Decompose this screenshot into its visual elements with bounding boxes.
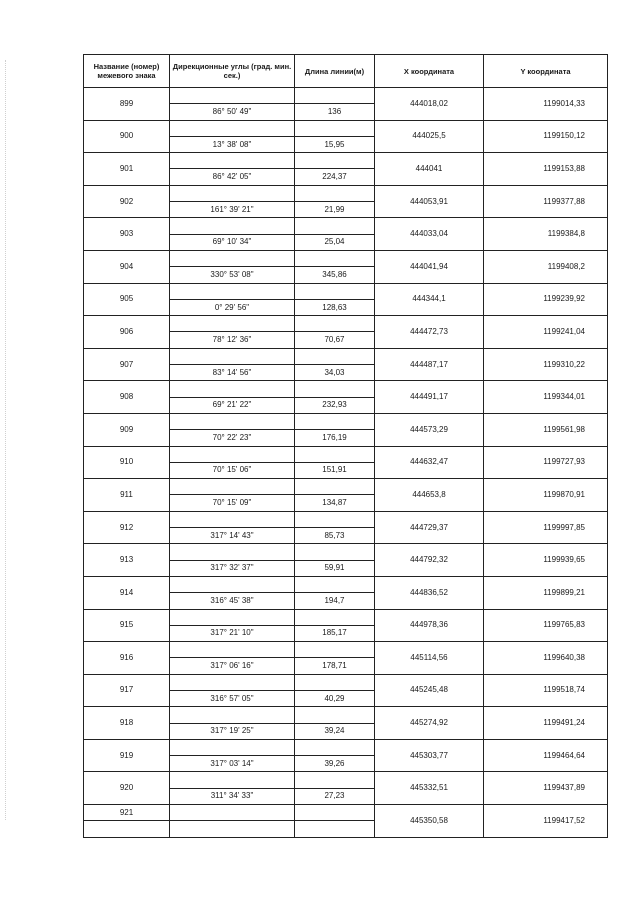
length-cell-empty: [295, 739, 375, 755]
table-row: [84, 739, 608, 755]
direction-angle: 330° 53' 08": [170, 267, 295, 283]
mark-number: 910: [84, 446, 170, 479]
angle-cell-empty: [170, 772, 295, 788]
angle-cell-empty: [170, 316, 295, 332]
direction-angle: 317° 14' 43": [170, 528, 295, 544]
length-cell-empty: [295, 707, 375, 723]
table-row: [84, 772, 608, 788]
x-coordinate: 444836,52: [375, 576, 484, 609]
mark-number: 920: [84, 772, 170, 805]
line-length: 59,91: [295, 560, 375, 576]
table-row: [84, 250, 608, 266]
angle-cell-empty: [170, 674, 295, 690]
direction-angle: 317° 19' 25": [170, 723, 295, 739]
line-length: 21,99: [295, 202, 375, 218]
line-length: 224,37: [295, 169, 375, 185]
length-cell-empty: [295, 609, 375, 625]
direction-angle: 69° 21' 22": [170, 397, 295, 413]
table-row: [84, 88, 608, 104]
angle-cell-empty: [170, 185, 295, 201]
mark-number: 907: [84, 348, 170, 381]
mark-number: 903: [84, 218, 170, 251]
line-length: 178,71: [295, 658, 375, 674]
mark-number: 916: [84, 642, 170, 675]
x-coordinate: 445114,56: [375, 642, 484, 675]
table-row: [84, 609, 608, 625]
table-row: [84, 805, 608, 821]
x-coordinate: 444053,91: [375, 185, 484, 218]
y-coordinate: 1199899,21: [484, 576, 608, 609]
direction-angle: 70° 15' 06": [170, 462, 295, 478]
mark-number: 902: [84, 185, 170, 218]
line-length: 194,7: [295, 593, 375, 609]
length-cell-empty: [295, 348, 375, 364]
direction-angle: 316° 57' 05": [170, 690, 295, 706]
length-cell-empty: [295, 642, 375, 658]
mark-number: 914: [84, 576, 170, 609]
direction-angle: 70° 22' 23": [170, 430, 295, 446]
table-row: [84, 283, 608, 299]
angle-cell-empty: [170, 120, 295, 136]
y-coordinate: 1199437,89: [484, 772, 608, 805]
y-coordinate: 1199765,83: [484, 609, 608, 642]
angle-cell-empty: [170, 218, 295, 234]
x-coordinate: 444018,02: [375, 88, 484, 121]
length-cell-empty: [295, 283, 375, 299]
y-coordinate: 1199561,98: [484, 413, 608, 446]
y-coordinate: 1199150,12: [484, 120, 608, 153]
table-row: [84, 446, 608, 462]
y-coordinate: 1199014,33: [484, 88, 608, 121]
y-coordinate: 1199310,22: [484, 348, 608, 381]
length-cell-empty: [295, 153, 375, 169]
x-coordinate: 445350,58: [375, 805, 484, 838]
x-coordinate: 444487,17: [375, 348, 484, 381]
table-row: [84, 642, 608, 658]
table-row: [84, 479, 608, 495]
mark-number: 905: [84, 283, 170, 316]
line-length: 136: [295, 104, 375, 120]
line-length: 185,17: [295, 625, 375, 641]
x-coordinate: 445245,48: [375, 674, 484, 707]
mark-number: 909: [84, 413, 170, 446]
table-row: [84, 218, 608, 234]
angle-cell-empty: [170, 479, 295, 495]
y-coordinate: 1199239,92: [484, 283, 608, 316]
y-coordinate: 1199377,88: [484, 185, 608, 218]
y-coordinate: 1199153,88: [484, 153, 608, 186]
mark-number: 912: [84, 511, 170, 544]
angle-cell-empty: [170, 413, 295, 429]
angle-cell-empty: [170, 283, 295, 299]
line-length: 151,91: [295, 462, 375, 478]
length-cell-empty: [295, 218, 375, 234]
direction-angle: 317° 21' 10": [170, 625, 295, 641]
mark-number: 921: [84, 805, 170, 821]
length-cell-empty: [295, 772, 375, 788]
x-coordinate: 444978,36: [375, 609, 484, 642]
table-row: [84, 381, 608, 397]
table-row: [84, 544, 608, 560]
y-coordinate: 1199727,93: [484, 446, 608, 479]
angle-cell-empty: [170, 348, 295, 364]
mark-number: 918: [84, 707, 170, 740]
direction-angle: 317° 32' 37": [170, 560, 295, 576]
line-length: 85,73: [295, 528, 375, 544]
angle-cell-empty: [170, 88, 295, 104]
table-row: [84, 511, 608, 527]
angle-cell-empty: [170, 511, 295, 527]
y-coordinate: 1199384,8: [484, 218, 608, 251]
table-body: [84, 88, 608, 838]
table-row: [84, 413, 608, 429]
header-length: Длина линии(м): [295, 55, 375, 88]
coordinates-table: [83, 54, 608, 838]
line-length: 70,67: [295, 332, 375, 348]
angle-cell-empty: [170, 576, 295, 592]
line-length: 15,95: [295, 136, 375, 152]
angle-cell-empty: [170, 381, 295, 397]
length-cell-empty: [295, 316, 375, 332]
mark-number: 919: [84, 739, 170, 772]
mark-cell-empty: [84, 821, 170, 837]
angle-cell-empty: [170, 739, 295, 755]
length-cell-empty: [295, 511, 375, 527]
length-cell-empty: [295, 805, 375, 821]
length-cell-empty: [295, 381, 375, 397]
angle-cell-empty: [170, 707, 295, 723]
direction-angle: 86° 42' 05": [170, 169, 295, 185]
length-cell-empty: [295, 185, 375, 201]
direction-angle: 316° 45' 38": [170, 593, 295, 609]
line-length: 345,86: [295, 267, 375, 283]
y-coordinate: 1199518,74: [484, 674, 608, 707]
y-coordinate: 1199464,64: [484, 739, 608, 772]
direction-angle: 161° 39' 21": [170, 202, 295, 218]
angle-cell-empty: [170, 805, 295, 821]
x-coordinate: 444033,04: [375, 218, 484, 251]
length-cell-empty: [295, 821, 375, 837]
angle-cell-empty: [170, 446, 295, 462]
direction-angle: 13° 38' 08": [170, 136, 295, 152]
header-mark: Название (номер) межевого знака: [84, 55, 170, 88]
table-row: [84, 348, 608, 364]
table-row: [84, 120, 608, 136]
x-coordinate: 444792,32: [375, 544, 484, 577]
header-x: X координата: [375, 55, 484, 88]
angle-cell-empty: [170, 544, 295, 560]
y-coordinate: 1199640,38: [484, 642, 608, 675]
mark-number: 911: [84, 479, 170, 512]
direction-angle: 317° 03' 14": [170, 756, 295, 772]
line-length: 27,23: [295, 788, 375, 804]
scan-artifact-line: [5, 60, 7, 820]
x-coordinate: 444491,17: [375, 381, 484, 414]
angle-cell-empty: [170, 609, 295, 625]
mark-number: 901: [84, 153, 170, 186]
direction-angle: 0° 29' 56": [170, 299, 295, 315]
direction-angle: 311° 34' 33": [170, 788, 295, 804]
table-row: [84, 153, 608, 169]
angle-cell-empty: [170, 642, 295, 658]
direction-angle: 69° 10' 34": [170, 234, 295, 250]
direction-angle: 78° 12' 36": [170, 332, 295, 348]
y-coordinate: 1199344,01: [484, 381, 608, 414]
direction-angle: 70° 15' 09": [170, 495, 295, 511]
mark-number: 908: [84, 381, 170, 414]
line-length: 39,26: [295, 756, 375, 772]
x-coordinate: 444573,29: [375, 413, 484, 446]
table-row: [84, 576, 608, 592]
x-coordinate: 444472,73: [375, 316, 484, 349]
length-cell-empty: [295, 576, 375, 592]
length-cell-empty: [295, 544, 375, 560]
table-header-row: [84, 55, 608, 88]
x-coordinate: 445332,51: [375, 772, 484, 805]
x-coordinate: 445274,92: [375, 707, 484, 740]
mark-number: 917: [84, 674, 170, 707]
mark-number: 899: [84, 88, 170, 121]
table-row: [84, 185, 608, 201]
x-coordinate: 444632,47: [375, 446, 484, 479]
line-length: 34,03: [295, 365, 375, 381]
x-coordinate: 444041,94: [375, 250, 484, 283]
mark-number: 915: [84, 609, 170, 642]
direction-angle: 86° 50' 49": [170, 104, 295, 120]
mark-number: 906: [84, 316, 170, 349]
direction-angle: 317° 06' 16": [170, 658, 295, 674]
length-cell-empty: [295, 479, 375, 495]
length-cell-empty: [295, 413, 375, 429]
length-cell-empty: [295, 446, 375, 462]
table-row: [84, 707, 608, 723]
line-length: 39,24: [295, 723, 375, 739]
y-coordinate: 1199241,04: [484, 316, 608, 349]
x-coordinate: 444729,37: [375, 511, 484, 544]
y-coordinate: 1199417,52: [484, 805, 608, 838]
header-angle: Дирекционные углы (град. мин. сек.): [170, 55, 295, 88]
angle-cell-empty: [170, 153, 295, 169]
line-length: 176,19: [295, 430, 375, 446]
line-length: 232,93: [295, 397, 375, 413]
y-coordinate: 1199491,24: [484, 707, 608, 740]
y-coordinate: 1199939,65: [484, 544, 608, 577]
line-length: 25,04: [295, 234, 375, 250]
x-coordinate: 444025,5: [375, 120, 484, 153]
x-coordinate: 444041: [375, 153, 484, 186]
header-y: Y координата: [484, 55, 608, 88]
table-row: [84, 674, 608, 690]
line-length: 40,29: [295, 690, 375, 706]
length-cell-empty: [295, 88, 375, 104]
angle-cell-empty: [170, 821, 295, 837]
length-cell-empty: [295, 250, 375, 266]
direction-angle: 83° 14' 56": [170, 365, 295, 381]
x-coordinate: 444344,1: [375, 283, 484, 316]
x-coordinate: 444653,8: [375, 479, 484, 512]
table-row: [84, 316, 608, 332]
x-coordinate: 445303,77: [375, 739, 484, 772]
angle-cell-empty: [170, 250, 295, 266]
y-coordinate: 1199997,85: [484, 511, 608, 544]
mark-number: 904: [84, 250, 170, 283]
mark-number: 913: [84, 544, 170, 577]
y-coordinate: 1199408,2: [484, 250, 608, 283]
line-length: 134,87: [295, 495, 375, 511]
mark-number: 900: [84, 120, 170, 153]
length-cell-empty: [295, 674, 375, 690]
length-cell-empty: [295, 120, 375, 136]
y-coordinate: 1199870,91: [484, 479, 608, 512]
line-length: 128,63: [295, 299, 375, 315]
